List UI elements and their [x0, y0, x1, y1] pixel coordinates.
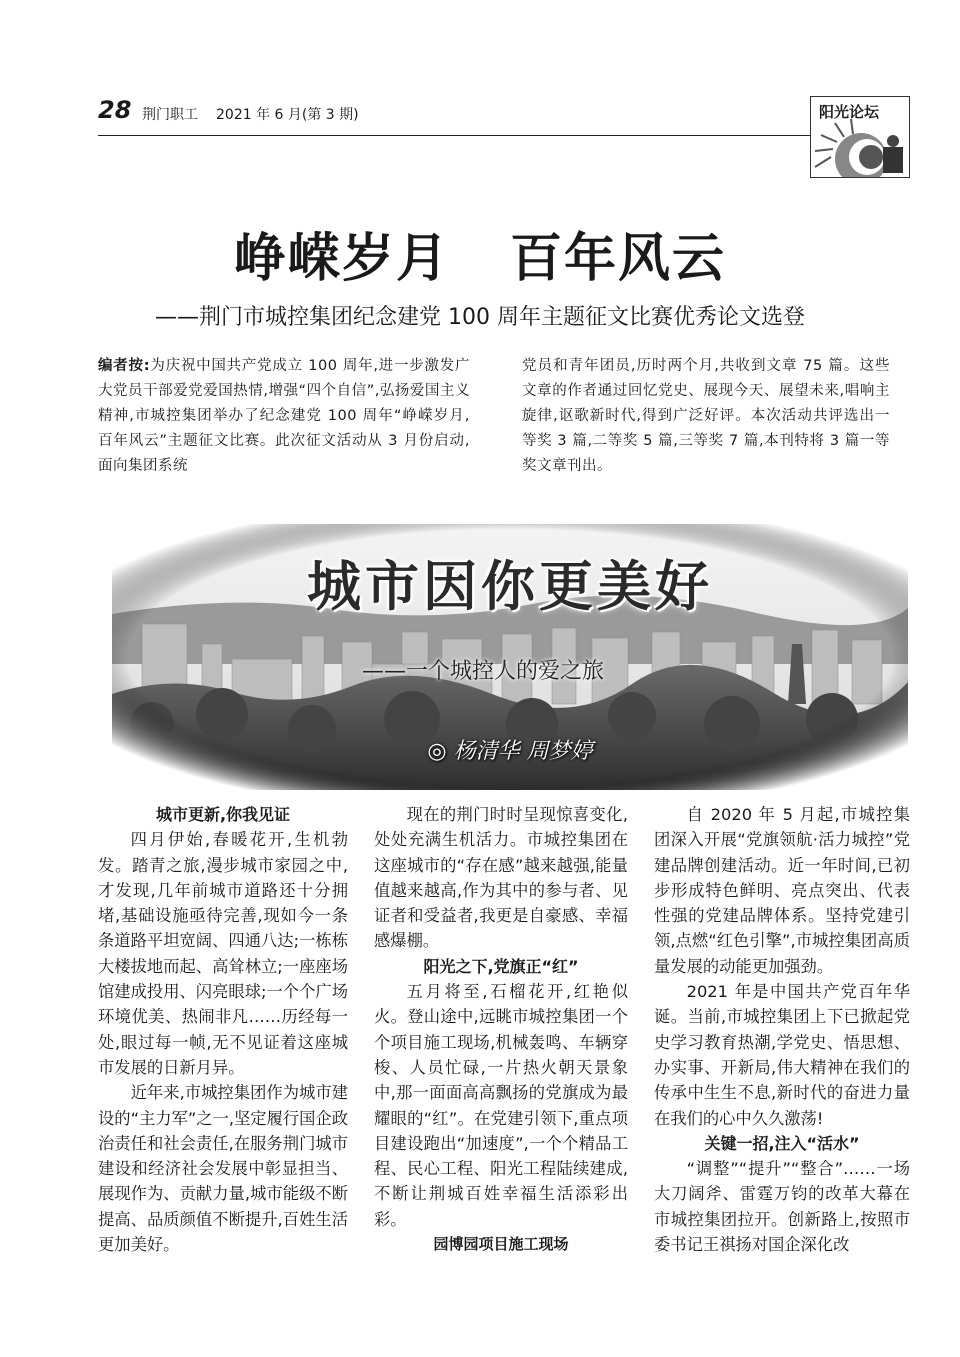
editor-note-right: 党员和青年团员,历时两个月,共收到文章 75 篇。这些文章的作者通过回忆党史、展现今天、展望未来,唱响主旋律,讴歌新时代,得到广泛好评。本次活动共评选出一等奖 3 篇,二等奖 5 篇,三等奖 7 篇,本刊特将 3 篇一等奖文章刊出。 — [522, 358, 890, 474]
article-authors: ◎ 杨清华 周梦婷 — [427, 739, 593, 764]
paragraph: 五月将至,石榴花开,红艳似火。登山途中,远眺市城控集团一个个项目施工现场,机械轰鸣、车辆穿梭、人员忙碌,一片热火朝天景象中,那一面面高高飘扬的党旗成为最耀眼的“红”。在党建引领下,重点项目建设跑出“加速度”,一个个精品工程、民心工程、阳光工程陆续建成,不断让荆城百姓幸福生活添彩出彩。 — [374, 982, 628, 1229]
article-column-3 — [654, 802, 910, 1257]
issue-date: 2021 年 6 月(第 3 期) — [216, 107, 359, 123]
editor-note-text-left: 为庆祝中国共产党成立 100 周年,进一步激发广大党员干部爱党爱国热情,增强“四个自信”,弘扬爱国主义精神,市城控集团举办了纪念建党 100 周年“峥嵘岁月,百年风云”主题征文比赛。此次征文活动从 3 月份启动,面向集团系统 — [98, 358, 470, 474]
editor-note-label: 编者按: — [98, 358, 151, 374]
article-title: 城市因你更美好 — [307, 555, 713, 618]
paragraph: 现在的荆门时时呈现惊喜变化,处处充满生机活力。市城控集团在这座城市的“存在感”越来越强,能量值越来越高,作为其中的参与者、见证者和受益者,我更是自豪感、幸福感爆棚。 — [374, 805, 628, 951]
page-number: 28 — [98, 96, 132, 124]
column-badge — [810, 96, 910, 178]
photo-caption: 园博园项目施工现场 — [433, 1235, 569, 1254]
main-title — [0, 216, 960, 291]
main-title-part2: 百年风云 — [510, 228, 727, 289]
header-rule — [98, 135, 814, 136]
paragraph: 2021 年是中国共产党百年华诞。当前,市城控集团上下已掀起党史学习教育热潮,学党史、悟思想、办实事、开新局,伟大精神在我们的传承中生生不息,新时代的奋进力量在我们的心中久久激荡! — [654, 982, 910, 1128]
paragraph: 四月伊始,春暖花开,生机勃发。踏青之旅,漫步城市家园之中,才发现,几年前城市道路还十分拥堵,基础设施亟待完善,现如今一条条道路平坦宽阔、四通八达;一栋栋大楼拔地而起、高耸林立;一座座场馆建成投用、闪亮眼球;一个个广场环境优美、热闹非凡……历经每一处,眼过每一帧,无不见证着这座城市发展的日新月异。 — [98, 830, 348, 1077]
editor-note-left — [98, 354, 470, 479]
main-subtitle: ——荆门市城控集团纪念建党 100 周年主题征文比赛优秀论文选登 — [155, 305, 805, 330]
main-title-part1: 峥嵘岁月 — [233, 228, 450, 289]
paragraph: 自 2020 年 5 月起,市城控集团深入开展“党旗领航·活力城控”党建品牌创建活动。近一年时间,已初步形成特色鲜明、亮点突出、代表性强的党建品牌体系。坚持党建引领,点燃“红色引擎”,市城控集团高质量发展的动能更加强劲。 — [654, 805, 910, 976]
article-banner — [112, 524, 908, 790]
section-heading-3: 关键一招,注入“活水” — [704, 1133, 860, 1153]
article-subtitle: ——一个城控人的爱之旅 — [362, 659, 605, 684]
paragraph: “调整”“提升”“整合”……一场大刀阔斧、雷霆万钧的改革大幕在市城控集团拉开。创新路上,按照市委书记王祺扬对国企深化改 — [654, 1159, 910, 1255]
paragraph: 近年来,市城控集团作为城市建设的“主力军”之一,坚定履行国企政治责任和社会责任,在服务荆门城市建设和经济社会发展中彰显担当、展现作为、贡献力量,城市能级不断提高、品质颜值不断提升,百姓生活更加美好。 — [98, 1083, 348, 1255]
section-heading-2: 阳光之下,党旗正“红” — [423, 956, 579, 976]
article-column-2 — [374, 802, 628, 1257]
page-header — [98, 96, 818, 136]
magazine-name: 荆门职工 — [142, 107, 198, 123]
article-column-1 — [98, 802, 348, 1257]
section-heading-1: 城市更新,你我见证 — [155, 805, 291, 824]
column-badge-label: 阳光论坛 — [819, 103, 880, 121]
